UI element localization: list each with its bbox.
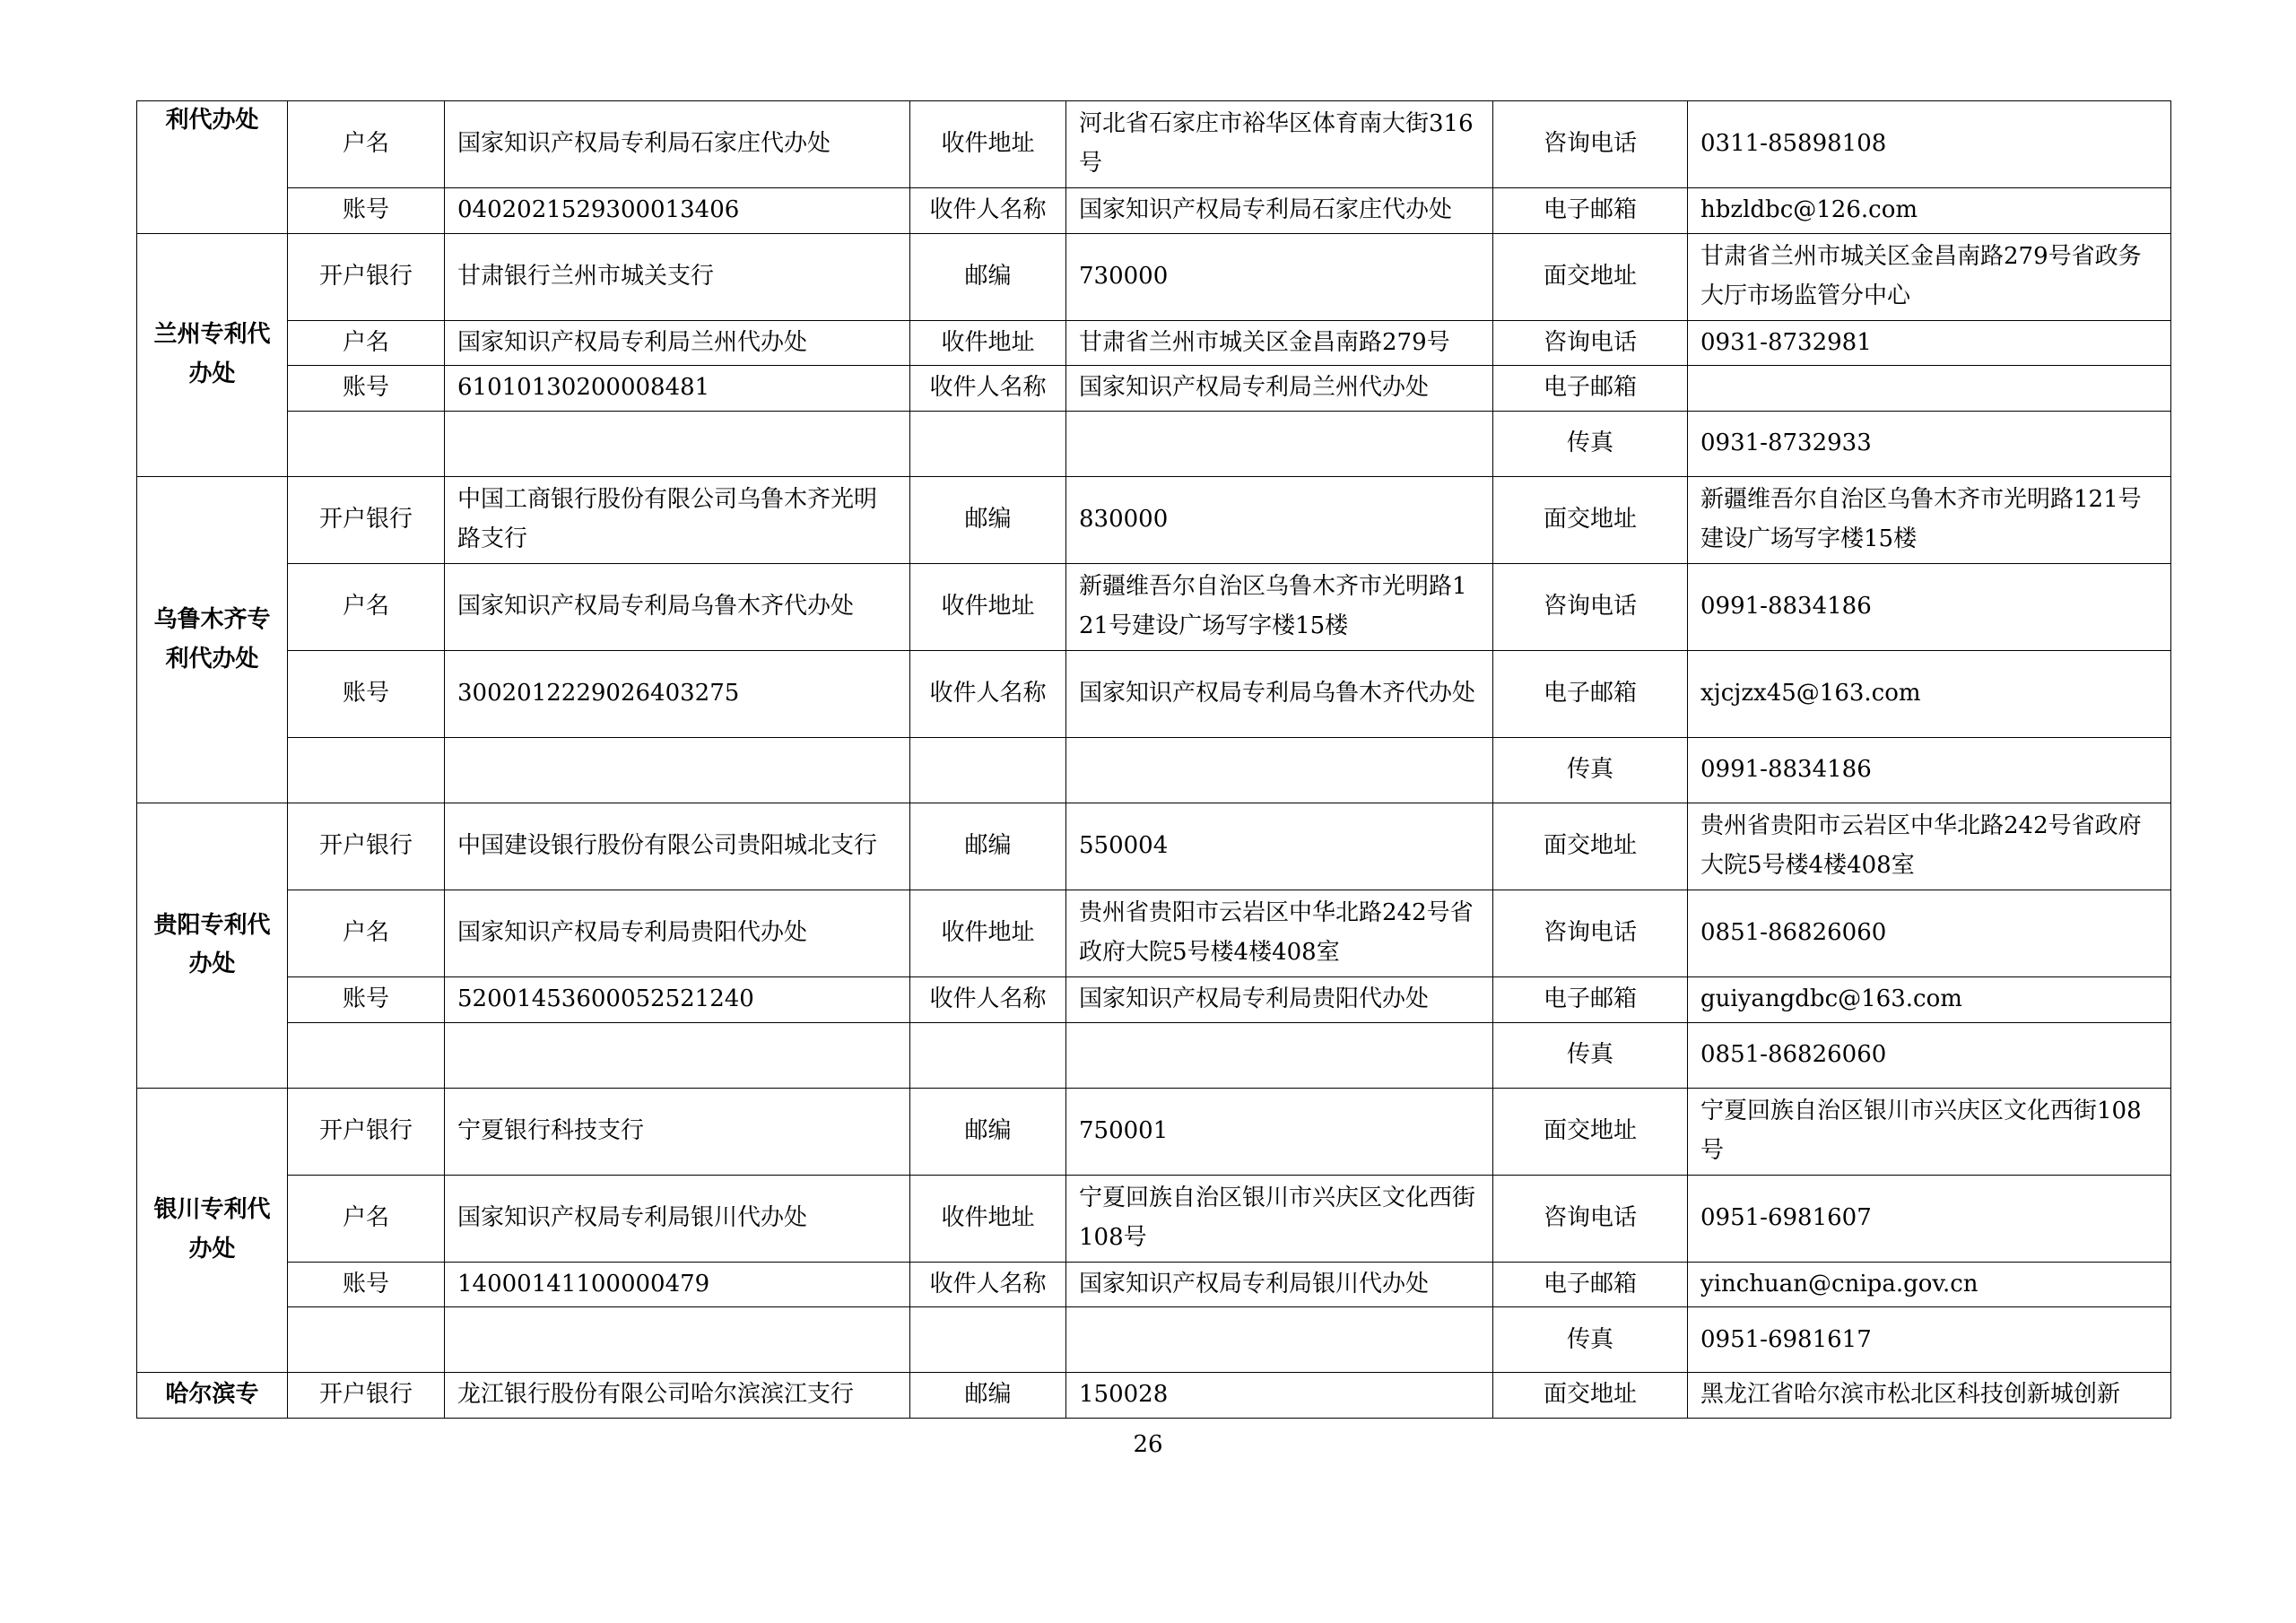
field-label-cell: 咨询电话 — [1493, 320, 1688, 366]
field-value-cell: 0931-8732981 — [1688, 320, 2171, 366]
field-label-cell: 户名 — [288, 564, 445, 651]
field-label-cell — [288, 1022, 445, 1088]
field-value-cell: 甘肃省兰州市城关区金昌南路279号省政务大厅市场监管分中心 — [1688, 233, 2171, 320]
table-row — [137, 1262, 2171, 1307]
table-row — [137, 188, 2171, 234]
field-value-cell: 国家知识产权局专利局石家庄代办处 — [445, 101, 910, 188]
field-value-cell: 0311-85898108 — [1688, 101, 2171, 188]
field-value-cell — [445, 738, 910, 803]
field-label-cell: 传真 — [1493, 738, 1688, 803]
field-value-cell — [1066, 1022, 1493, 1088]
field-value-cell: 国家知识产权局专利局兰州代办处 — [445, 320, 910, 366]
table-row — [137, 477, 2171, 564]
field-label-cell: 户名 — [288, 101, 445, 188]
table-row — [137, 1373, 2171, 1419]
field-label-cell: 咨询电话 — [1493, 564, 1688, 651]
table-row — [137, 1022, 2171, 1088]
table-row — [137, 564, 2171, 651]
field-value-cell: 0991-8834186 — [1688, 564, 2171, 651]
field-label-cell: 收件地址 — [910, 320, 1066, 366]
table-row — [137, 977, 2171, 1023]
field-label-cell: 面交地址 — [1493, 477, 1688, 564]
field-label-cell: 户名 — [288, 320, 445, 366]
field-label-cell: 传真 — [1493, 1022, 1688, 1088]
field-label-cell: 收件人名称 — [910, 1262, 1066, 1307]
table-row — [137, 233, 2171, 320]
field-label-cell: 邮编 — [910, 233, 1066, 320]
field-label-cell: 电子邮箱 — [1493, 1262, 1688, 1307]
field-value-cell: guiyangdbc@163.com — [1688, 977, 2171, 1023]
field-value-cell: 550004 — [1066, 803, 1493, 890]
field-label-cell: 邮编 — [910, 1088, 1066, 1175]
field-label-cell: 传真 — [1493, 1307, 1688, 1373]
field-label-cell: 账号 — [288, 977, 445, 1023]
table-row — [137, 1088, 2171, 1175]
table-row — [137, 366, 2171, 412]
field-label-cell: 面交地址 — [1493, 233, 1688, 320]
field-label-cell: 收件人名称 — [910, 651, 1066, 738]
field-value-cell: 中国工商银行股份有限公司乌鲁木齐光明路支行 — [445, 477, 910, 564]
field-value-cell — [445, 412, 910, 477]
field-label-cell — [288, 738, 445, 803]
table-row — [137, 651, 2171, 738]
field-value-cell: 14000141100000479 — [445, 1262, 910, 1307]
table-body — [137, 101, 2171, 1419]
field-value-cell: 新疆维吾尔自治区乌鲁木齐市光明路121号建设广场写字楼15楼 — [1066, 564, 1493, 651]
field-label-cell: 开户银行 — [288, 477, 445, 564]
field-label-cell: 电子邮箱 — [1493, 188, 1688, 234]
field-value-cell: 国家知识产权局专利局乌鲁木齐代办处 — [1066, 651, 1493, 738]
field-label-cell: 咨询电话 — [1493, 1175, 1688, 1262]
field-label-cell: 收件地址 — [910, 890, 1066, 977]
field-value-cell — [1688, 366, 2171, 412]
field-label-cell: 电子邮箱 — [1493, 366, 1688, 412]
field-value-cell — [445, 1022, 910, 1088]
field-value-cell: 0851-86826060 — [1688, 1022, 2171, 1088]
field-value-cell: 宁夏银行科技支行 — [445, 1088, 910, 1175]
field-label-cell: 户名 — [288, 890, 445, 977]
field-label-cell — [288, 1307, 445, 1373]
field-label-cell: 收件地址 — [910, 101, 1066, 188]
table-row — [137, 1307, 2171, 1373]
field-value-cell: 0851-86826060 — [1688, 890, 2171, 977]
field-value-cell: 730000 — [1066, 233, 1493, 320]
field-value-cell: 0951-6981617 — [1688, 1307, 2171, 1373]
field-value-cell — [445, 1307, 910, 1373]
office-name-cell: 银川专利代办处 — [137, 1088, 288, 1373]
page-number: 26 — [1133, 1431, 1163, 1458]
field-value-cell: 宁夏回族自治区银川市兴庆区文化西街108号 — [1688, 1088, 2171, 1175]
field-value-cell — [1066, 738, 1493, 803]
field-value-cell: 国家知识产权局专利局银川代办处 — [445, 1175, 910, 1262]
field-label-cell: 面交地址 — [1493, 803, 1688, 890]
field-label-cell — [910, 1307, 1066, 1373]
agency-info-table — [136, 100, 2171, 1419]
field-label-cell: 咨询电话 — [1493, 890, 1688, 977]
field-value-cell: 宁夏回族自治区银川市兴庆区文化西街108号 — [1066, 1175, 1493, 1262]
field-value-cell: 河北省石家庄市裕华区体育南大街316号 — [1066, 101, 1493, 188]
office-name-cell: 利代办处 — [137, 101, 288, 234]
field-value-cell: 0402021529300013406 — [445, 188, 910, 234]
table-row — [137, 320, 2171, 366]
field-label-cell: 收件人名称 — [910, 188, 1066, 234]
table-row — [137, 738, 2171, 803]
field-value-cell: 龙江银行股份有限公司哈尔滨滨江支行 — [445, 1373, 910, 1419]
field-label-cell: 面交地址 — [1493, 1373, 1688, 1419]
field-label-cell: 咨询电话 — [1493, 101, 1688, 188]
field-label-cell: 收件人名称 — [910, 366, 1066, 412]
field-value-cell: 新疆维吾尔自治区乌鲁木齐市光明路121号建设广场写字楼15楼 — [1688, 477, 2171, 564]
field-label-cell: 邮编 — [910, 477, 1066, 564]
field-value-cell: hbzldbc@126.com — [1688, 188, 2171, 234]
field-value-cell: 150028 — [1066, 1373, 1493, 1419]
field-value-cell: 0951-6981607 — [1688, 1175, 2171, 1262]
field-label-cell: 开户银行 — [288, 803, 445, 890]
field-value-cell: 黑龙江省哈尔滨市松北区科技创新城创新 — [1688, 1373, 2171, 1419]
field-label-cell: 户名 — [288, 1175, 445, 1262]
field-label-cell — [910, 412, 1066, 477]
field-value-cell: 52001453600052521240 — [445, 977, 910, 1023]
field-label-cell: 账号 — [288, 651, 445, 738]
field-value-cell: 国家知识产权局专利局银川代办处 — [1066, 1262, 1493, 1307]
field-label-cell: 收件人名称 — [910, 977, 1066, 1023]
field-label-cell: 电子邮箱 — [1493, 651, 1688, 738]
field-value-cell: 61010130200008481 — [445, 366, 910, 412]
office-name-cell: 哈尔滨专 — [137, 1373, 288, 1419]
field-label-cell: 开户银行 — [288, 1373, 445, 1419]
field-value-cell: yinchuan@cnipa.gov.cn — [1688, 1262, 2171, 1307]
field-label-cell: 面交地址 — [1493, 1088, 1688, 1175]
field-value-cell: 贵州省贵阳市云岩区中华北路242号省政府大院5号楼4楼408室 — [1688, 803, 2171, 890]
field-label-cell: 收件地址 — [910, 1175, 1066, 1262]
field-value-cell: xjcjzx45@163.com — [1688, 651, 2171, 738]
field-label-cell: 电子邮箱 — [1493, 977, 1688, 1023]
table-row — [137, 101, 2171, 188]
field-label-cell: 账号 — [288, 1262, 445, 1307]
office-name-cell: 贵阳专利代办处 — [137, 803, 288, 1089]
field-label-cell — [910, 738, 1066, 803]
field-label-cell: 邮编 — [910, 803, 1066, 890]
field-value-cell — [1066, 1307, 1493, 1373]
table-row — [137, 412, 2171, 477]
field-label-cell: 开户银行 — [288, 1088, 445, 1175]
field-value-cell: 0931-8732933 — [1688, 412, 2171, 477]
field-value-cell: 国家知识产权局专利局石家庄代办处 — [1066, 188, 1493, 234]
field-label-cell — [288, 412, 445, 477]
field-value-cell: 国家知识产权局专利局贵阳代办处 — [445, 890, 910, 977]
field-value-cell — [1066, 412, 1493, 477]
field-value-cell: 甘肃银行兰州市城关支行 — [445, 233, 910, 320]
field-value-cell: 3002012229026403275 — [445, 651, 910, 738]
field-label-cell — [910, 1022, 1066, 1088]
table-row — [137, 1175, 2171, 1262]
field-value-cell: 830000 — [1066, 477, 1493, 564]
office-name-cell: 乌鲁木齐专利代办处 — [137, 477, 288, 803]
field-value-cell: 贵州省贵阳市云岩区中华北路242号省政府大院5号楼4楼408室 — [1066, 890, 1493, 977]
field-value-cell: 国家知识产权局专利局乌鲁木齐代办处 — [445, 564, 910, 651]
field-value-cell: 750001 — [1066, 1088, 1493, 1175]
field-value-cell: 国家知识产权局专利局兰州代办处 — [1066, 366, 1493, 412]
field-value-cell: 中国建设银行股份有限公司贵阳城北支行 — [445, 803, 910, 890]
field-value-cell: 0991-8834186 — [1688, 738, 2171, 803]
field-label-cell: 开户银行 — [288, 233, 445, 320]
table-row — [137, 890, 2171, 977]
field-label-cell: 邮编 — [910, 1373, 1066, 1419]
field-value-cell: 国家知识产权局专利局贵阳代办处 — [1066, 977, 1493, 1023]
field-label-cell: 账号 — [288, 366, 445, 412]
office-name-cell: 兰州专利代办处 — [137, 233, 288, 476]
table-row — [137, 803, 2171, 890]
field-label-cell: 收件地址 — [910, 564, 1066, 651]
field-label-cell: 传真 — [1493, 412, 1688, 477]
field-label-cell: 账号 — [288, 188, 445, 234]
field-value-cell: 甘肃省兰州市城关区金昌南路279号 — [1066, 320, 1493, 366]
